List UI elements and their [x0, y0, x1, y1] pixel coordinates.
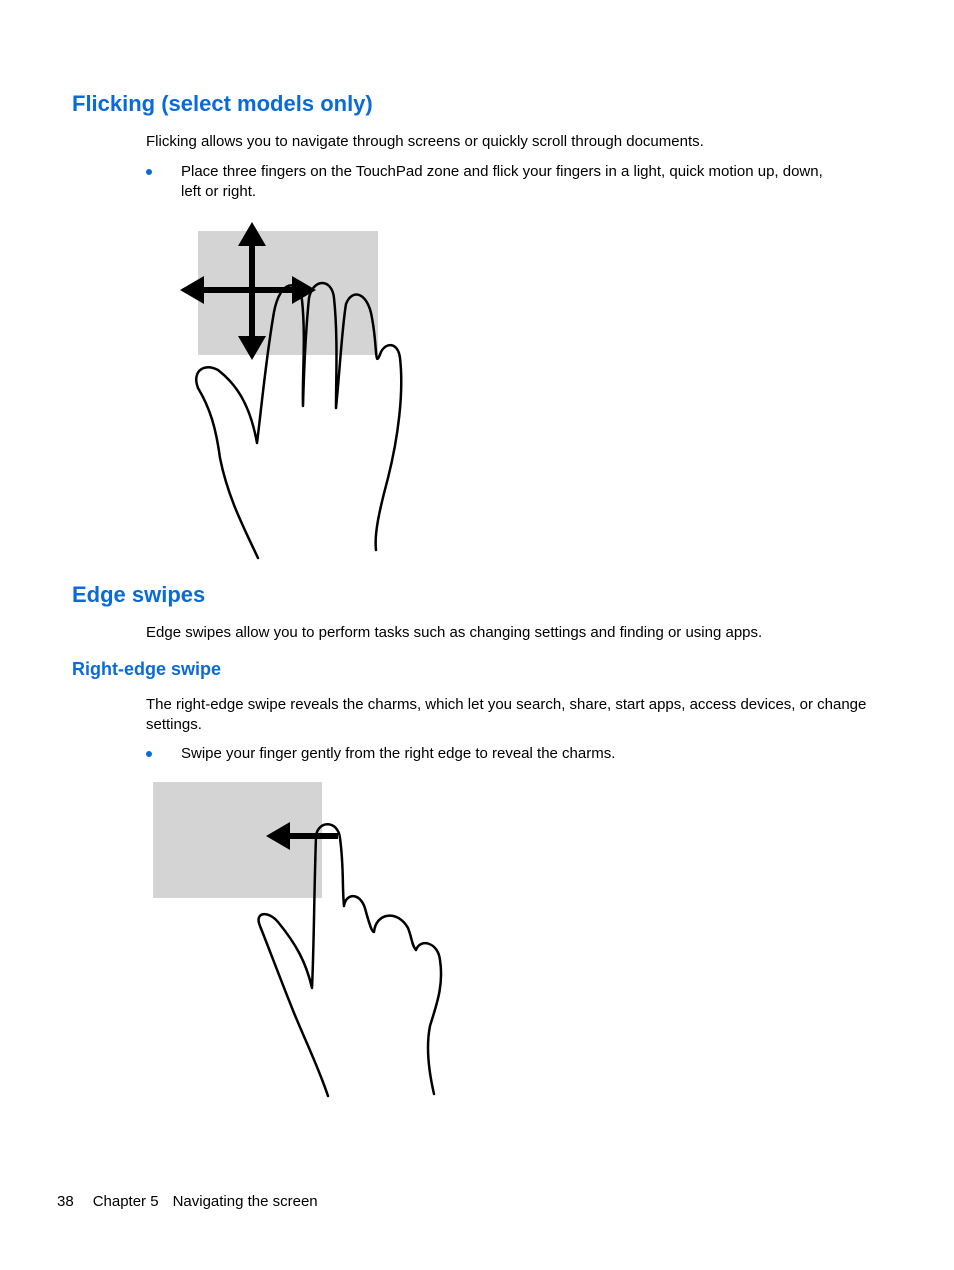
subsection-heading-right-edge-swipe: Right-edge swipe	[72, 659, 222, 679]
flicking-description: Flicking allows you to navigate through screens or quickly scroll through documents.	[146, 133, 704, 150]
section-heading-edge-swipes: Edge swipes	[72, 582, 206, 607]
page-number: 38	[57, 1193, 74, 1210]
flick-gesture-illustration	[176, 218, 412, 560]
right-edge-swipe-description: The right-edge swipe reveals the charms, which let you search, share, start apps, access devices, or change settings.	[146, 696, 867, 733]
flicking-bullet-text: Place three fingers on the TouchPad zone and flick your fingers in a light, quick motion up, down, left or right.	[181, 163, 823, 200]
flicking-bullet-item	[146, 162, 846, 202]
bullet-icon	[146, 751, 152, 757]
footer-chapter: Chapter 5	[92, 1193, 159, 1210]
edge-swipes-description: Edge swipes allow you to perform tasks such as changing settings and finding or using apps.	[146, 624, 763, 641]
bullet-icon	[146, 169, 152, 175]
page-footer	[57, 1192, 318, 1212]
footer-chapter-title: Navigating the screen	[172, 1193, 318, 1210]
right-edge-swipe-illustration	[146, 776, 456, 1102]
right-edge-bullet-text: Swipe your finger gently from the right edge to reveal the charms.	[181, 745, 616, 762]
right-edge-bullet-item	[146, 744, 846, 764]
section-heading-flicking: Flicking (select models only)	[72, 91, 373, 116]
touchpad-zone	[153, 782, 322, 898]
